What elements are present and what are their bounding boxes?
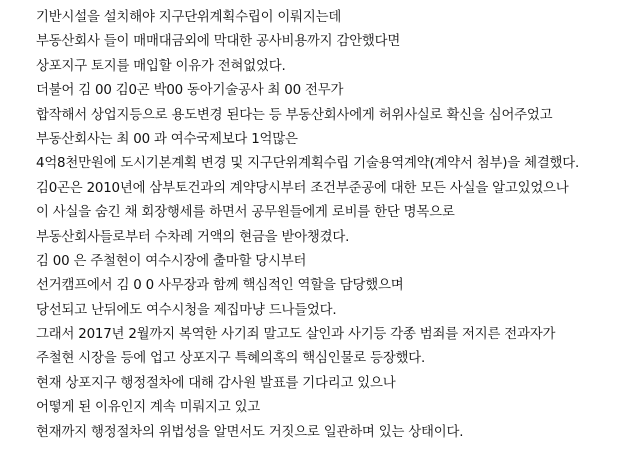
- text-line-8: 김0곤은 2010년에 삼부토건과의 계약당시부터 조건부준공에 대한 모든 사실을 알고있었으나: [36, 180, 569, 196]
- text-line-16: 현재 상포지구 행정절차에 대해 감사원 발표를 기다리고 있으나: [36, 375, 396, 391]
- text-line-13: 당선되고 난뒤에도 여수시청을 제집마냥 드나들었다.: [36, 302, 337, 318]
- text-line-5: 합작해서 상업지등으로 용도변경 된다는 등 부동산회사에게 허위사실로 확신을 심어주었고: [36, 107, 553, 123]
- text-line-6: 부동산회사는 최 00 과 여수국제보다 1억많은: [36, 131, 298, 147]
- text-line-3: 상포지구 토지를 매입할 이유가 전혀없었다.: [36, 58, 286, 74]
- text-line-1: 기반시설을 설치해야 지구단위계획수립이 이뤄지는데: [36, 10, 342, 25]
- text-line-17: 어떻게 된 이유인지 계속 미뤄지고 있고: [36, 400, 261, 416]
- text-line-11: 김 00 은 주철현이 여수시장에 출마할 당시부터: [36, 253, 307, 269]
- text-line-7: 4억8천만원에 도시기본계획 변경 및 지구단위계획수립 기술용역계약(계약서 첨부)을 체결했다.: [36, 156, 580, 172]
- text-line-4: 더불어 김 00 김0곤 박00 동아기술공사 최 00 전무가: [36, 83, 344, 99]
- text-line-15: 주철현 시장을 등에 업고 상포지구 특혜의혹의 핵심인물로 등장했다.: [36, 351, 426, 367]
- text-line-2: 부동산회사 들이 매매대금외에 막대한 공사비용까지 감안했다면: [36, 34, 401, 50]
- text-line-18: 현재까지 행정절차의 위법성을 알면서도 거짓으로 일관하며 있는 상태이다.: [36, 424, 464, 440]
- text-line-14: 그래서 2017년 2월까지 복역한 사기죄 말고도 살인과 사기등 각종 범죄를 저지른 전과자가: [36, 327, 556, 343]
- text-line-10: 부동산회사들로부터 수차례 거액의 현금을 받아챙겼다.: [36, 229, 350, 245]
- text-line-12: 선거캠프에서 김 0 0 사무장과 함께 핵심적인 역할을 담당했으며: [36, 278, 404, 294]
- text-line-9: 이 사실을 숨긴 채 회장행세를 하면서 공무원들에게 로비를 한단 명목으로: [36, 205, 455, 221]
